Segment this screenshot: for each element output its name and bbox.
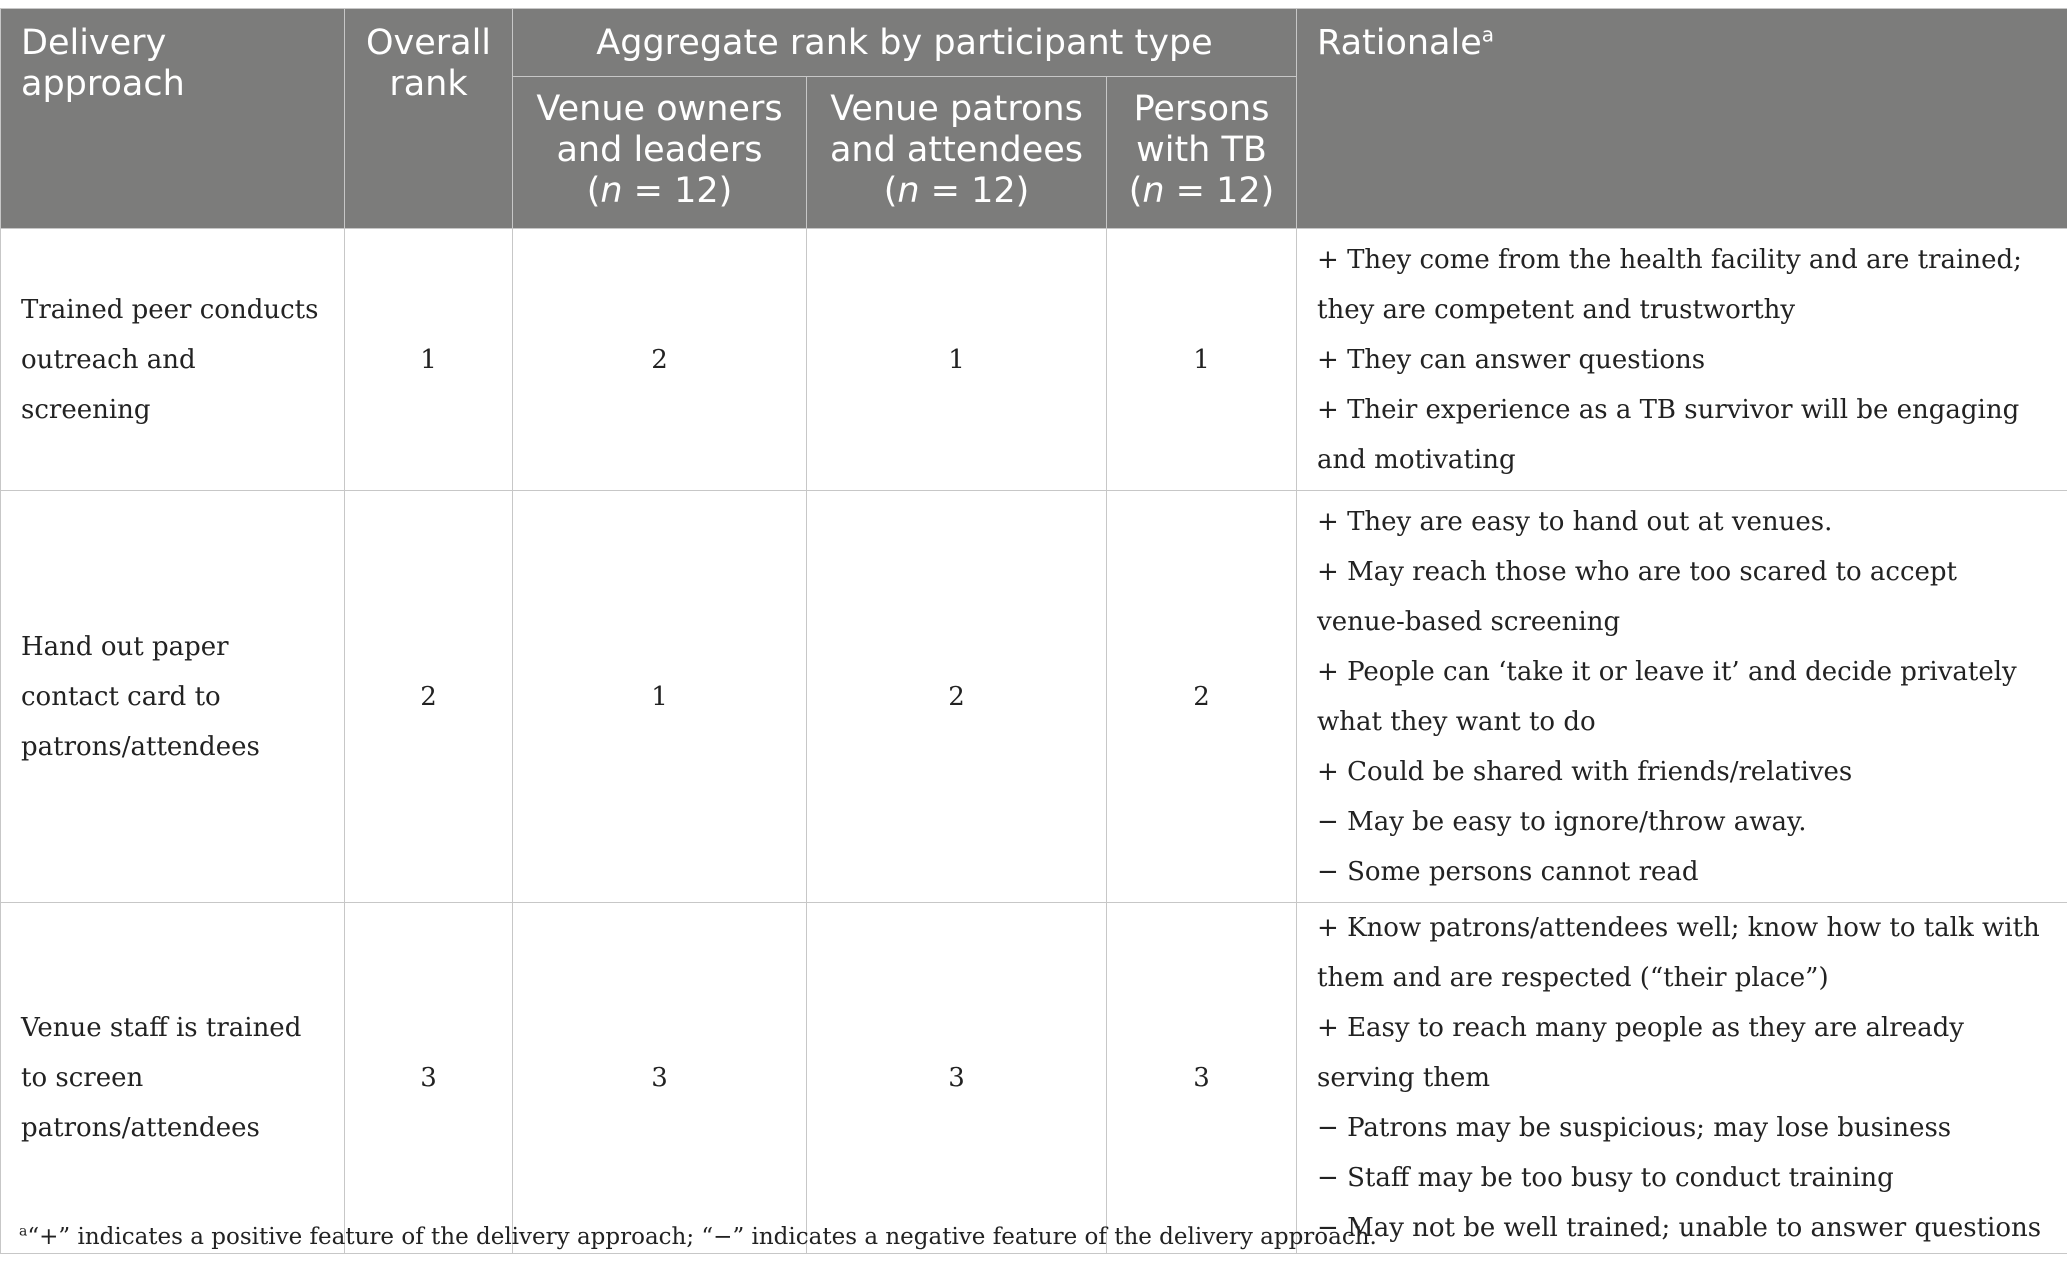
table-row [1, 491, 2067, 903]
table-row [1, 229, 2067, 491]
cell-overall-rank: 3 [345, 903, 513, 1254]
rationale-line: − May not be well trained; unable to answer questions [1317, 1213, 2042, 1243]
cell-delivery-approach: Trained peer conducts outreach and screening [1, 229, 345, 491]
header-delivery-approach: Delivery approach [1, 9, 345, 229]
cell-rank-owners: 2 [513, 229, 807, 491]
cell-rank-persons-tb: 1 [1107, 229, 1297, 491]
header-n-value: = 12) [1164, 171, 1275, 211]
header-n-variable: n [600, 171, 623, 211]
header-group-label: Venue patrons and attendees [829, 89, 1084, 170]
cell-rank-patrons: 3 [807, 903, 1107, 1254]
rationale-line: + May reach those who are too scared to accept venue-based screening [1317, 556, 1957, 637]
rationale-line: + Easy to reach many people as they are already serving them [1317, 1013, 1964, 1093]
cell-overall-rank: 1 [345, 229, 513, 491]
rationale-line: + They are easy to hand out at venues. [1317, 506, 1833, 537]
header-group-label: Persons with TB [1133, 89, 1270, 170]
rationale-line: + Their experience as a TB survivor will be engaging and motivating [1317, 394, 2020, 475]
header-overall-rank: Overall rank [345, 9, 513, 229]
rationale-line: + Know patrons/attendees well; know how to talk with them and are respected (“their place”) [1317, 913, 2040, 993]
cell-rank-patrons: 1 [807, 229, 1107, 491]
header-rationale-label: Rationale [1317, 23, 1482, 63]
header-n-value: = 12) [919, 171, 1030, 211]
cell-delivery-approach: Hand out paper contact card to patrons/attendees [1, 491, 345, 903]
cell-rank-persons-tb: 3 [1107, 903, 1297, 1254]
header-n-variable: n [1142, 171, 1165, 211]
header-rationale-marker: a [1481, 22, 1495, 47]
header-n-value: = 12) [622, 171, 733, 211]
cell-rationale [1297, 491, 2067, 903]
rationale-line: + They come from the health facility and are trained; they are competent and trustworthy [1317, 244, 2022, 325]
cell-rank-persons-tb: 2 [1107, 491, 1297, 903]
table-row [1, 903, 2067, 1254]
header-venue-owners: Venue owners and leaders (n = 12) [513, 77, 807, 229]
rationale-line: + People can ‘take it or leave it’ and decide privately what they want to do [1317, 656, 2017, 737]
header-persons-with-tb: Persons with TB (n = 12) [1107, 77, 1297, 229]
rationale-line: − Staff may be too busy to conduct training [1317, 1163, 1894, 1193]
results-table [0, 8, 2067, 1254]
header-n-variable: n [897, 171, 920, 211]
rationale-line: + Could be shared with friends/relatives [1317, 756, 1853, 787]
cell-rank-owners: 3 [513, 903, 807, 1254]
rationale-line: − Patrons may be suspicious; may lose business [1317, 1113, 1952, 1143]
table-footnote [19, 1222, 1377, 1252]
rationale-line: − May be easy to ignore/throw away. [1317, 806, 1807, 837]
cell-delivery-approach: Venue staff is trained to screen patrons/attendees [1, 903, 345, 1254]
cell-overall-rank: 2 [345, 491, 513, 903]
footnote-marker: a [19, 1223, 28, 1240]
header-venue-patrons: Venue patrons and attendees (n = 12) [807, 77, 1107, 229]
cell-rationale [1297, 229, 2067, 491]
rationale-line: − Some persons cannot read [1317, 856, 1699, 887]
header-group-label: Venue owners and leaders [536, 89, 783, 170]
rationale-line: + They can answer questions [1317, 344, 1706, 375]
table-header [1, 9, 2067, 229]
cell-rank-patrons: 2 [807, 491, 1107, 903]
footnote-text: “+” indicates a positive feature of the delivery approach; “−” indicates a negative feature of the delivery approach. [27, 1224, 1377, 1250]
cell-rank-owners: 1 [513, 491, 807, 903]
header-rationale [1297, 9, 2067, 229]
cell-rationale [1297, 903, 2067, 1254]
header-aggregate-rank: Aggregate rank by participant type [513, 9, 1297, 77]
